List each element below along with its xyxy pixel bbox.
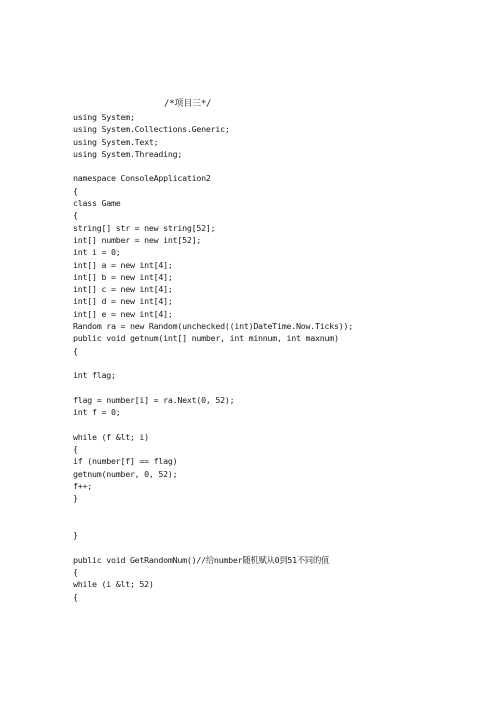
code-line: flag = number[i] = ra.Next(0, 52); — [73, 394, 235, 405]
code-line: string[] str = new string[52]; — [73, 222, 216, 233]
code-line: { — [73, 566, 78, 577]
code-line — [73, 160, 353, 172]
code-line: int[] c = new int[4]; — [73, 284, 173, 295]
code-line — [73, 505, 353, 517]
code-line: int[] number = new int[52]; — [73, 234, 202, 245]
code-line: while (i &lt; 52) — [73, 579, 154, 590]
code-line: } — [73, 493, 78, 504]
code-line: public void GetRandomNum()//给number随机赋从0到51不同的值 — [73, 554, 330, 565]
code-line: int[] d = new int[4]; — [73, 296, 173, 307]
code-line: { — [73, 185, 78, 196]
code-line: int flag; — [73, 370, 116, 381]
code-line: namespace ConsoleApplication2 — [73, 173, 211, 184]
code-line: int f = 0; — [73, 407, 121, 418]
code-line: { — [73, 210, 78, 221]
code-line — [73, 357, 353, 369]
code-line: { — [73, 444, 78, 455]
code-line: public void getnum(int[] number, int minnum, int maxnum) — [73, 333, 339, 344]
document-title: /*项目三*/ — [164, 99, 212, 109]
code-line: { — [73, 345, 78, 356]
code-line: Random ra = new Random(unchecked((int)DateTime.Now.Ticks)); — [73, 321, 353, 332]
code-line: while (f &lt; i) — [73, 431, 149, 442]
code-line — [73, 418, 353, 430]
code-line — [73, 382, 353, 394]
code-line — [73, 517, 353, 529]
code-line: using System.Text; — [73, 136, 159, 147]
code-line: { — [73, 591, 78, 602]
code-line: int[] a = new int[4]; — [73, 259, 173, 270]
code-line: getnum(number, 0, 52); — [73, 468, 178, 479]
code-line: if (number[f] == flag) — [73, 456, 178, 467]
code-line: using System.Threading; — [73, 148, 183, 159]
code-line: int i = 0; — [73, 247, 121, 258]
code-line: class Game — [73, 198, 121, 209]
code-line: using System.Collections.Generic; — [73, 124, 230, 135]
code-line: int[] b = new int[4]; — [73, 271, 173, 282]
code-block — [73, 111, 353, 603]
code-line: using System; — [73, 112, 135, 122]
code-line: f++; — [73, 480, 92, 491]
code-line: } — [73, 530, 78, 541]
code-line — [73, 541, 353, 553]
code-line: int[] e = new int[4]; — [73, 308, 173, 319]
